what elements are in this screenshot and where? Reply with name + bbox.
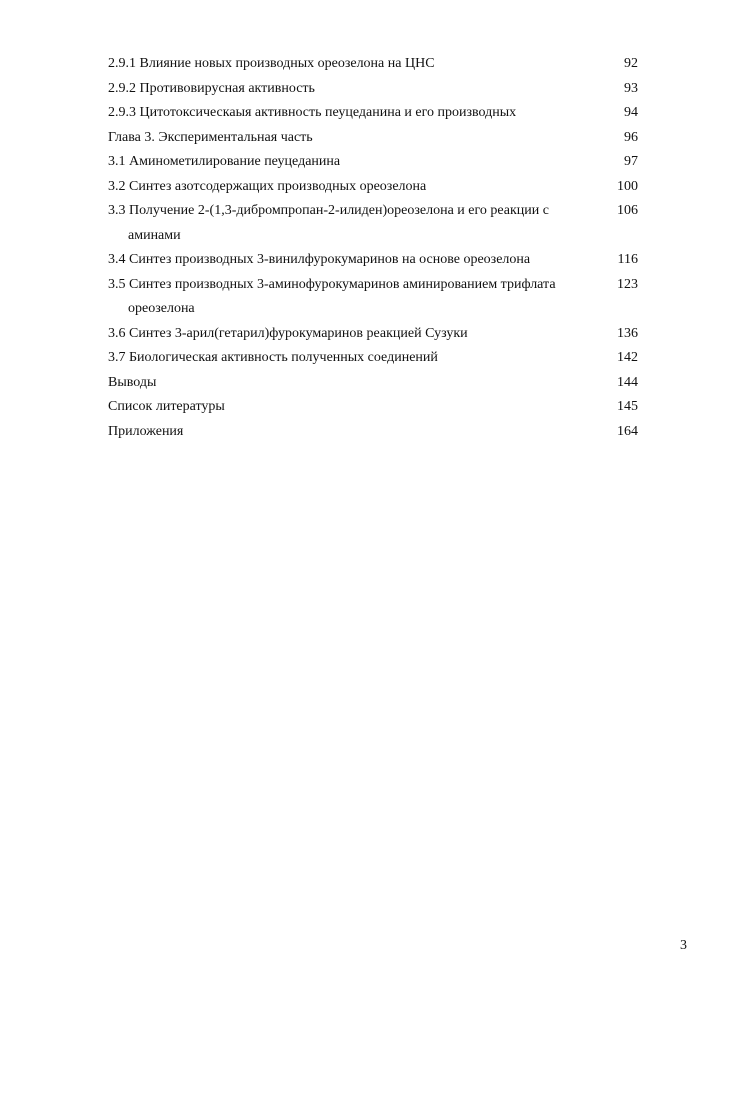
toc-entry-title: 3.4 Синтез производных 3-винилфурокумаринов на основе ореозелона	[108, 252, 531, 267]
toc-entry-title: Список литературы	[108, 399, 225, 414]
toc-entry-page: 145	[617, 399, 638, 414]
toc-entry-3-6	[108, 322, 638, 347]
toc-entry-chapter-3	[108, 126, 638, 151]
toc-entry-title: 3.7 Биологическая активность полученных соединений	[108, 350, 438, 365]
toc-entry-references	[108, 395, 638, 420]
toc-entry-page: 100	[617, 178, 638, 194]
toc-entry-title	[108, 273, 594, 322]
toc-entry-3-4	[108, 248, 638, 273]
toc-entry-page: 123	[617, 276, 638, 292]
page-number: 3	[680, 938, 687, 953]
toc-entry-title-continuation: ореозелона	[128, 301, 195, 316]
toc-entry-title: 2.9.2 Противовирусная активность	[108, 80, 315, 96]
toc-entry-2-9-2	[108, 77, 638, 102]
toc-entry-3-2	[108, 175, 638, 200]
toc-entry-title-line: 3.3 Получение 2-(1,3-дибромпропан-2-илиден)ореозелона и его реакции с	[108, 203, 549, 218]
toc-entry-page: 93	[624, 80, 638, 96]
toc-entry-page: 144	[617, 374, 638, 390]
toc-entry-2-9-3	[108, 101, 638, 126]
toc-entry-page: 164	[617, 423, 638, 439]
toc-entry-conclusions	[108, 371, 638, 396]
toc-entry-title: Приложения	[108, 423, 184, 439]
toc-entry-page: 92	[624, 56, 638, 71]
toc-entry-page: 142	[617, 350, 638, 365]
toc-entry-page: 136	[617, 325, 638, 341]
toc-entry-title: Выводы	[108, 374, 157, 390]
toc-entry-page: 106	[617, 203, 638, 218]
table-of-contents	[108, 52, 638, 444]
toc-entry-page: 94	[624, 105, 638, 120]
toc-entry-title-line: 3.5 Синтез производных 3-аминофурокумаринов аминированием трифлата	[108, 276, 556, 292]
toc-entry-3-5	[108, 273, 638, 322]
toc-entry-3-3	[108, 199, 638, 248]
toc-entry-title	[108, 199, 594, 248]
toc-entry-title: Глава 3. Экспериментальная часть	[108, 129, 313, 145]
toc-entry-appendices	[108, 420, 638, 445]
toc-entry-title: 2.9.3 Цитотоксическаыя активность пеуцеданина и его производных	[108, 105, 517, 120]
toc-entry-3-7	[108, 346, 638, 371]
toc-entry-title: 3.6 Синтез 3-арил(гетарил)фурокумаринов реакцией Сузуки	[108, 325, 468, 341]
toc-entry-title-continuation: аминами	[128, 227, 181, 243]
toc-entry-title: 3.1 Аминометилирование пеуцеданина	[108, 154, 341, 169]
toc-entry-title: 2.9.1 Влияние новых производных ореозелона на ЦНС	[108, 56, 435, 71]
toc-entry-2-9-1	[108, 52, 638, 77]
toc-entry-page: 116	[617, 252, 638, 267]
toc-entry-title: 3.2 Синтез азотсодержащих производных ореозелона	[108, 178, 427, 194]
toc-entry-3-1	[108, 150, 638, 175]
toc-entry-page: 96	[624, 129, 638, 145]
toc-entry-page: 97	[624, 154, 638, 169]
